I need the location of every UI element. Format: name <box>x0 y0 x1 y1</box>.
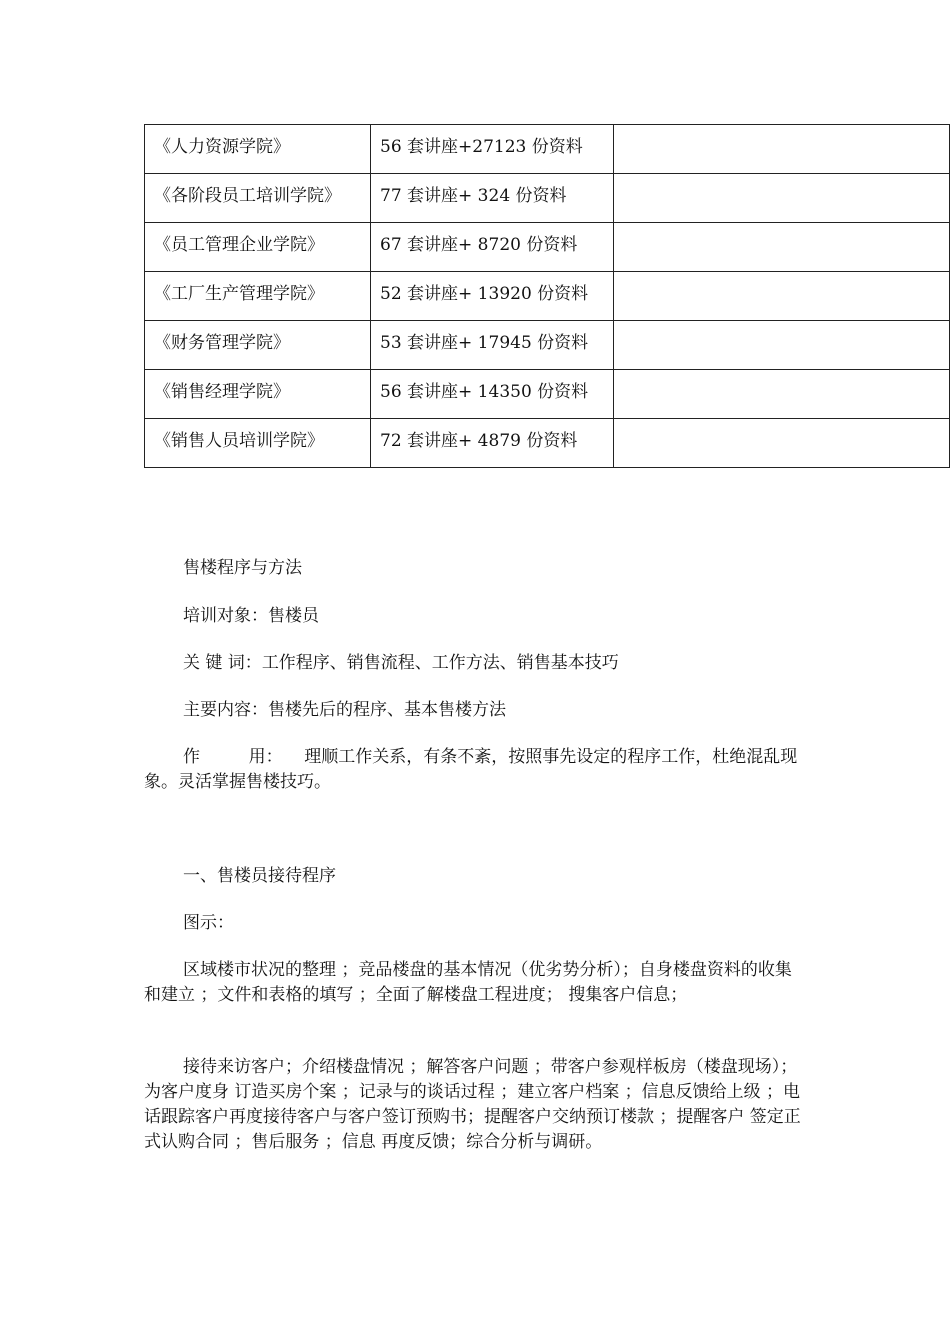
college-name: 《工厂生产管理学院》 <box>145 272 371 321</box>
college-extra <box>614 419 950 468</box>
keywords-line <box>144 651 804 676</box>
college-detail: 67 套讲座+ 8720 份资料 <box>371 223 614 272</box>
college-name: 《员工管理企业学院》 <box>145 223 371 272</box>
course-title: 售楼程序与方法 <box>183 558 302 578</box>
table-row <box>145 272 950 321</box>
college-extra <box>614 174 950 223</box>
purpose-label-a: 作 <box>183 747 200 767</box>
college-extra <box>614 272 950 321</box>
college-name: 《财务管理学院》 <box>145 321 371 370</box>
college-extra <box>614 370 950 419</box>
college-extra <box>614 125 950 174</box>
table-row <box>145 370 950 419</box>
table-row <box>145 174 950 223</box>
college-detail: 77 套讲座+ 324 份资料 <box>371 174 614 223</box>
college-name: 《人力资源学院》 <box>145 125 371 174</box>
table-row <box>145 419 950 468</box>
keywords-text: 工作程序、销售流程、工作方法、销售基本技巧 <box>261 653 619 673</box>
keywords-label: 关 键 词： <box>183 653 262 673</box>
section-heading: 一、售楼员接待程序 <box>183 866 336 886</box>
table-row <box>145 321 950 370</box>
purpose-text: 理顺工作关系，有条不紊，按照事先设定的程序工作，杜绝混乱现象。灵活掌握售楼技巧。 <box>144 747 798 792</box>
flow-paragraph-reception: 接待来访客户；介绍楼盘情况 ；解答客户问题 ；带客户参观样板房（楼盘现场）；为客户度身 订造买房个案 ；记录与的谈话过程 ；建立客户档案 ；信息反馈给上级 ；电话跟踪客户再度接待客户与客户签订预购书；提醒客户交纳预订楼款 ；提醒客户 签定正式认购合同 ；售后服务 ；信息 再度反馈；综合分析与调研。 <box>144 1057 801 1152</box>
figure-label: 图示： <box>183 913 234 933</box>
course-catalog-table <box>144 124 950 468</box>
college-extra <box>614 321 950 370</box>
college-detail: 52 套讲座+ 13920 份资料 <box>371 272 614 321</box>
training-audience: 培训对象：售楼员 <box>183 606 319 626</box>
college-name: 《各阶段员工培训学院》 <box>145 174 371 223</box>
main-content: 主要内容：售楼先后的程序、基本售楼方法 <box>183 700 506 720</box>
college-detail: 72 套讲座+ 4879 份资料 <box>371 419 614 468</box>
college-extra <box>614 223 950 272</box>
college-detail: 56 套讲座+27123 份资料 <box>371 125 614 174</box>
college-name: 《销售人员培训学院》 <box>145 419 371 468</box>
purpose-paragraph <box>144 745 804 795</box>
purpose-label-b: 用： <box>248 747 283 767</box>
flow-paragraph-prep: 区域楼市状况的整理 ；竞品楼盘的基本情况（优劣势分析）；自身楼盘资料的收集和建立 ；文件和表格的填写 ；全面了解楼盘工程进度； 搜集客户信息； <box>144 960 792 1005</box>
table-row <box>145 125 950 174</box>
college-detail: 56 套讲座+ 14350 份资料 <box>371 370 614 419</box>
table-row <box>145 223 950 272</box>
college-name: 《销售经理学院》 <box>145 370 371 419</box>
college-detail: 53 套讲座+ 17945 份资料 <box>371 321 614 370</box>
